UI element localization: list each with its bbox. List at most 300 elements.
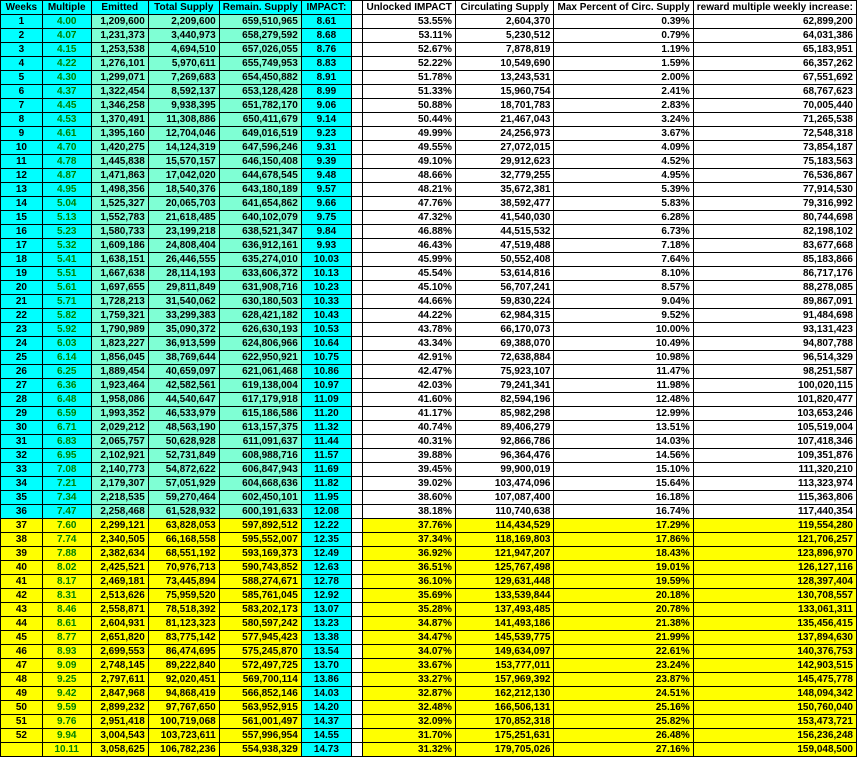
cell-max-percent-circ-supply[interactable]: 25.82% — [554, 715, 693, 729]
cell-multiple[interactable]: 6.48 — [42, 393, 91, 407]
cell-remain-supply[interactable]: 617,179,918 — [219, 393, 301, 407]
cell-unlocked-impact[interactable]: 37.34% — [363, 533, 455, 547]
cell-circulating-supply[interactable]: 69,388,070 — [455, 337, 554, 351]
cell-week[interactable]: 4 — [1, 57, 43, 71]
cell-reward-multiple-weekly-increase[interactable]: 115,363,806 — [693, 491, 856, 505]
cell-multiple[interactable]: 5.13 — [42, 211, 91, 225]
cell-circulating-supply[interactable]: 103,474,096 — [455, 477, 554, 491]
cell-week[interactable]: 51 — [1, 715, 43, 729]
cell-impact[interactable]: 11.32 — [301, 421, 351, 435]
cell-circulating-supply[interactable]: 32,779,255 — [455, 169, 554, 183]
cell-unlocked-impact[interactable]: 51.78% — [363, 71, 455, 85]
cell-total-supply[interactable]: 38,769,644 — [148, 351, 219, 365]
table-row[interactable] — [1, 267, 857, 281]
cell-reward-multiple-weekly-increase[interactable]: 142,903,515 — [693, 659, 856, 673]
cell-reward-multiple-weekly-increase[interactable]: 103,653,246 — [693, 407, 856, 421]
cell-max-percent-circ-supply[interactable]: 8.10% — [554, 267, 693, 281]
cell-total-supply[interactable]: 17,042,020 — [148, 169, 219, 183]
cell-week[interactable]: 24 — [1, 337, 43, 351]
cell-multiple[interactable]: 9.25 — [42, 673, 91, 687]
cell-multiple[interactable]: 6.36 — [42, 379, 91, 393]
cell-emitted[interactable]: 1,299,071 — [91, 71, 148, 85]
table-row[interactable] — [1, 239, 857, 253]
cell-max-percent-circ-supply[interactable]: 24.51% — [554, 687, 693, 701]
cell-remain-supply[interactable]: 651,782,170 — [219, 99, 301, 113]
cell-max-percent-circ-supply[interactable]: 2.41% — [554, 85, 693, 99]
cell-impact[interactable]: 14.55 — [301, 729, 351, 743]
cell-multiple[interactable]: 4.95 — [42, 183, 91, 197]
cell-impact[interactable]: 8.61 — [301, 15, 351, 29]
cell-impact[interactable]: 13.07 — [301, 603, 351, 617]
cell-reward-multiple-weekly-increase[interactable]: 140,376,753 — [693, 645, 856, 659]
cell-multiple[interactable]: 7.21 — [42, 477, 91, 491]
cell-impact[interactable]: 13.38 — [301, 631, 351, 645]
cell-reward-multiple-weekly-increase[interactable]: 105,519,004 — [693, 421, 856, 435]
table-row[interactable] — [1, 673, 857, 687]
cell-reward-multiple-weekly-increase[interactable]: 159,048,500 — [693, 743, 856, 757]
table-row[interactable] — [1, 337, 857, 351]
cell-total-supply[interactable]: 33,299,383 — [148, 309, 219, 323]
table-row[interactable] — [1, 421, 857, 435]
cell-week[interactable]: 33 — [1, 463, 43, 477]
cell-impact[interactable]: 14.37 — [301, 715, 351, 729]
cell-reward-multiple-weekly-increase[interactable]: 113,323,974 — [693, 477, 856, 491]
cell-reward-multiple-weekly-increase[interactable]: 72,548,318 — [693, 127, 856, 141]
cell-week[interactable]: 26 — [1, 365, 43, 379]
cell-emitted[interactable]: 1,759,321 — [91, 309, 148, 323]
table-row[interactable] — [1, 351, 857, 365]
cell-unlocked-impact[interactable]: 46.43% — [363, 239, 455, 253]
cell-emitted[interactable]: 3,058,625 — [91, 743, 148, 757]
table-row[interactable] — [1, 141, 857, 155]
cell-remain-supply[interactable]: 572,497,725 — [219, 659, 301, 673]
cell-unlocked-impact[interactable]: 42.03% — [363, 379, 455, 393]
cell-reward-multiple-weekly-increase[interactable]: 135,456,415 — [693, 617, 856, 631]
cell-emitted[interactable]: 1,728,213 — [91, 295, 148, 309]
cell-week[interactable]: 25 — [1, 351, 43, 365]
cell-remain-supply[interactable]: 608,988,716 — [219, 449, 301, 463]
cell-emitted[interactable]: 1,638,151 — [91, 253, 148, 267]
cell-multiple[interactable]: 6.59 — [42, 407, 91, 421]
table-row[interactable] — [1, 99, 857, 113]
table-row[interactable] — [1, 519, 857, 533]
cell-reward-multiple-weekly-increase[interactable]: 123,896,970 — [693, 547, 856, 561]
cell-impact[interactable]: 10.03 — [301, 253, 351, 267]
cell-emitted[interactable]: 2,102,921 — [91, 449, 148, 463]
cell-unlocked-impact[interactable]: 31.70% — [363, 729, 455, 743]
cell-impact[interactable]: 12.92 — [301, 589, 351, 603]
cell-circulating-supply[interactable]: 56,707,241 — [455, 281, 554, 295]
cell-emitted[interactable]: 1,471,863 — [91, 169, 148, 183]
cell-max-percent-circ-supply[interactable]: 20.78% — [554, 603, 693, 617]
cell-total-supply[interactable]: 44,540,647 — [148, 393, 219, 407]
cell-emitted[interactable]: 2,425,521 — [91, 561, 148, 575]
cell-emitted[interactable]: 1,697,655 — [91, 281, 148, 295]
cell-circulating-supply[interactable]: 35,672,381 — [455, 183, 554, 197]
cell-total-supply[interactable]: 97,767,650 — [148, 701, 219, 715]
cell-remain-supply[interactable]: 626,630,193 — [219, 323, 301, 337]
cell-remain-supply[interactable]: 563,952,915 — [219, 701, 301, 715]
cell-unlocked-impact[interactable]: 34.47% — [363, 631, 455, 645]
cell-max-percent-circ-supply[interactable]: 22.61% — [554, 645, 693, 659]
cell-multiple[interactable]: 7.47 — [42, 505, 91, 519]
cell-impact[interactable]: 9.23 — [301, 127, 351, 141]
cell-emitted[interactable]: 1,253,538 — [91, 43, 148, 57]
cell-multiple[interactable]: 9.09 — [42, 659, 91, 673]
cell-max-percent-circ-supply[interactable]: 10.98% — [554, 351, 693, 365]
cell-circulating-supply[interactable]: 129,631,448 — [455, 575, 554, 589]
cell-circulating-supply[interactable]: 53,614,816 — [455, 267, 554, 281]
cell-max-percent-circ-supply[interactable]: 13.51% — [554, 421, 693, 435]
cell-max-percent-circ-supply[interactable]: 4.09% — [554, 141, 693, 155]
cell-emitted[interactable]: 2,513,626 — [91, 589, 148, 603]
cell-unlocked-impact[interactable]: 42.47% — [363, 365, 455, 379]
cell-reward-multiple-weekly-increase[interactable]: 79,316,992 — [693, 197, 856, 211]
cell-max-percent-circ-supply[interactable]: 18.43% — [554, 547, 693, 561]
cell-max-percent-circ-supply[interactable]: 2.00% — [554, 71, 693, 85]
cell-circulating-supply[interactable]: 21,467,043 — [455, 113, 554, 127]
cell-total-supply[interactable]: 50,628,928 — [148, 435, 219, 449]
cell-multiple[interactable]: 5.32 — [42, 239, 91, 253]
cell-circulating-supply[interactable]: 66,170,073 — [455, 323, 554, 337]
cell-max-percent-circ-supply[interactable]: 10.00% — [554, 323, 693, 337]
cell-circulating-supply[interactable]: 15,960,754 — [455, 85, 554, 99]
cell-remain-supply[interactable]: 640,102,079 — [219, 211, 301, 225]
cell-max-percent-circ-supply[interactable]: 9.52% — [554, 309, 693, 323]
cell-circulating-supply[interactable]: 137,493,485 — [455, 603, 554, 617]
cell-total-supply[interactable]: 66,168,558 — [148, 533, 219, 547]
cell-multiple[interactable]: 5.71 — [42, 295, 91, 309]
cell-week[interactable]: 49 — [1, 687, 43, 701]
cell-impact[interactable]: 13.86 — [301, 673, 351, 687]
cell-circulating-supply[interactable]: 41,540,030 — [455, 211, 554, 225]
cell-emitted[interactable]: 2,299,121 — [91, 519, 148, 533]
table-row[interactable] — [1, 155, 857, 169]
cell-impact[interactable]: 8.76 — [301, 43, 351, 57]
cell-unlocked-impact[interactable]: 45.99% — [363, 253, 455, 267]
cell-reward-multiple-weekly-increase[interactable]: 109,351,876 — [693, 449, 856, 463]
cell-max-percent-circ-supply[interactable]: 23.87% — [554, 673, 693, 687]
cell-impact[interactable]: 11.20 — [301, 407, 351, 421]
cell-emitted[interactable]: 1,993,352 — [91, 407, 148, 421]
cell-impact[interactable]: 10.33 — [301, 295, 351, 309]
cell-emitted[interactable]: 2,797,611 — [91, 673, 148, 687]
cell-week[interactable]: 52 — [1, 729, 43, 743]
table-row[interactable] — [1, 43, 857, 57]
cell-circulating-supply[interactable]: 133,539,844 — [455, 589, 554, 603]
cell-impact[interactable]: 8.68 — [301, 29, 351, 43]
cell-multiple[interactable]: 4.15 — [42, 43, 91, 57]
cell-reward-multiple-weekly-increase[interactable]: 82,198,102 — [693, 225, 856, 239]
cell-impact[interactable]: 11.09 — [301, 393, 351, 407]
cell-impact[interactable]: 12.35 — [301, 533, 351, 547]
cell-unlocked-impact[interactable]: 39.02% — [363, 477, 455, 491]
cell-reward-multiple-weekly-increase[interactable]: 137,894,630 — [693, 631, 856, 645]
cell-unlocked-impact[interactable]: 52.22% — [363, 57, 455, 71]
cell-unlocked-impact[interactable]: 52.67% — [363, 43, 455, 57]
cell-total-supply[interactable]: 61,528,932 — [148, 505, 219, 519]
cell-impact[interactable]: 9.57 — [301, 183, 351, 197]
cell-week[interactable]: 3 — [1, 43, 43, 57]
cell-remain-supply[interactable]: 630,180,503 — [219, 295, 301, 309]
cell-circulating-supply[interactable]: 24,256,973 — [455, 127, 554, 141]
cell-unlocked-impact[interactable]: 37.76% — [363, 519, 455, 533]
table-row[interactable] — [1, 659, 857, 673]
cell-emitted[interactable]: 2,699,553 — [91, 645, 148, 659]
cell-circulating-supply[interactable]: 18,701,783 — [455, 99, 554, 113]
cell-week[interactable]: 7 — [1, 99, 43, 113]
cell-total-supply[interactable]: 59,270,464 — [148, 491, 219, 505]
cell-total-supply[interactable]: 42,582,561 — [148, 379, 219, 393]
cell-reward-multiple-weekly-increase[interactable]: 68,767,623 — [693, 85, 856, 99]
cell-impact[interactable]: 8.83 — [301, 57, 351, 71]
cell-unlocked-impact[interactable]: 53.55% — [363, 15, 455, 29]
table-row[interactable] — [1, 29, 857, 43]
cell-impact[interactable]: 12.78 — [301, 575, 351, 589]
cell-reward-multiple-weekly-increase[interactable]: 73,854,187 — [693, 141, 856, 155]
cell-reward-multiple-weekly-increase[interactable]: 100,020,115 — [693, 379, 856, 393]
cell-total-supply[interactable]: 12,704,046 — [148, 127, 219, 141]
cell-remain-supply[interactable]: 566,852,146 — [219, 687, 301, 701]
cell-week[interactable]: 48 — [1, 673, 43, 687]
cell-impact[interactable]: 11.57 — [301, 449, 351, 463]
cell-reward-multiple-weekly-increase[interactable]: 89,867,091 — [693, 295, 856, 309]
cell-emitted[interactable]: 2,558,871 — [91, 603, 148, 617]
table-row[interactable] — [1, 491, 857, 505]
table-row[interactable] — [1, 743, 857, 757]
cell-week[interactable]: 17 — [1, 239, 43, 253]
cell-max-percent-circ-supply[interactable]: 21.99% — [554, 631, 693, 645]
cell-impact[interactable]: 11.82 — [301, 477, 351, 491]
table-row[interactable] — [1, 533, 857, 547]
cell-total-supply[interactable]: 63,828,053 — [148, 519, 219, 533]
cell-total-supply[interactable]: 83,775,142 — [148, 631, 219, 645]
cell-total-supply[interactable]: 29,811,849 — [148, 281, 219, 295]
cell-total-supply[interactable]: 81,123,323 — [148, 617, 219, 631]
table-row[interactable] — [1, 127, 857, 141]
cell-remain-supply[interactable]: 659,510,965 — [219, 15, 301, 29]
cell-multiple[interactable]: 5.92 — [42, 323, 91, 337]
cell-reward-multiple-weekly-increase[interactable]: 93,131,423 — [693, 323, 856, 337]
cell-total-supply[interactable]: 3,440,973 — [148, 29, 219, 43]
cell-max-percent-circ-supply[interactable]: 2.83% — [554, 99, 693, 113]
cell-multiple[interactable]: 7.88 — [42, 547, 91, 561]
cell-impact[interactable]: 9.48 — [301, 169, 351, 183]
cell-impact[interactable]: 9.14 — [301, 113, 351, 127]
cell-multiple[interactable]: 4.22 — [42, 57, 91, 71]
cell-emitted[interactable]: 1,958,086 — [91, 393, 148, 407]
cell-unlocked-impact[interactable]: 33.27% — [363, 673, 455, 687]
cell-unlocked-impact[interactable]: 49.99% — [363, 127, 455, 141]
cell-max-percent-circ-supply[interactable]: 14.56% — [554, 449, 693, 463]
cell-max-percent-circ-supply[interactable]: 3.67% — [554, 127, 693, 141]
table-row[interactable] — [1, 687, 857, 701]
cell-remain-supply[interactable]: 597,892,512 — [219, 519, 301, 533]
cell-multiple[interactable]: 8.61 — [42, 617, 91, 631]
table-row[interactable] — [1, 281, 857, 295]
cell-multiple[interactable]: 8.31 — [42, 589, 91, 603]
cell-reward-multiple-weekly-increase[interactable]: 107,418,346 — [693, 435, 856, 449]
cell-remain-supply[interactable]: 650,411,679 — [219, 113, 301, 127]
cell-remain-supply[interactable]: 647,596,246 — [219, 141, 301, 155]
cell-total-supply[interactable]: 2,209,600 — [148, 15, 219, 29]
table-row[interactable] — [1, 463, 857, 477]
cell-emitted[interactable]: 2,651,820 — [91, 631, 148, 645]
table-row[interactable] — [1, 715, 857, 729]
cell-impact[interactable]: 14.73 — [301, 743, 351, 757]
cell-week[interactable]: 31 — [1, 435, 43, 449]
cell-unlocked-impact[interactable]: 39.45% — [363, 463, 455, 477]
cell-remain-supply[interactable]: 643,180,189 — [219, 183, 301, 197]
table-row[interactable] — [1, 729, 857, 743]
cell-week[interactable]: 6 — [1, 85, 43, 99]
cell-week[interactable]: 29 — [1, 407, 43, 421]
cell-multiple[interactable]: 9.94 — [42, 729, 91, 743]
cell-impact[interactable]: 11.69 — [301, 463, 351, 477]
cell-reward-multiple-weekly-increase[interactable]: 76,536,867 — [693, 169, 856, 183]
cell-remain-supply[interactable]: 613,157,375 — [219, 421, 301, 435]
cell-circulating-supply[interactable]: 125,767,498 — [455, 561, 554, 575]
table-row[interactable] — [1, 449, 857, 463]
cell-week[interactable]: 14 — [1, 197, 43, 211]
cell-total-supply[interactable]: 21,618,485 — [148, 211, 219, 225]
cell-circulating-supply[interactable]: 121,947,207 — [455, 547, 554, 561]
cell-circulating-supply[interactable]: 72,638,884 — [455, 351, 554, 365]
table-row[interactable] — [1, 15, 857, 29]
cell-remain-supply[interactable]: 583,202,173 — [219, 603, 301, 617]
table-row[interactable] — [1, 603, 857, 617]
cell-week[interactable]: 19 — [1, 267, 43, 281]
cell-multiple[interactable]: 5.51 — [42, 267, 91, 281]
cell-emitted[interactable]: 1,445,838 — [91, 155, 148, 169]
cell-reward-multiple-weekly-increase[interactable]: 65,183,951 — [693, 43, 856, 57]
table-row[interactable] — [1, 379, 857, 393]
cell-multiple[interactable]: 7.34 — [42, 491, 91, 505]
cell-unlocked-impact[interactable]: 51.33% — [363, 85, 455, 99]
table-row[interactable] — [1, 295, 857, 309]
cell-week[interactable]: 36 — [1, 505, 43, 519]
cell-emitted[interactable]: 1,580,733 — [91, 225, 148, 239]
cell-multiple[interactable]: 5.04 — [42, 197, 91, 211]
cell-circulating-supply[interactable]: 92,866,786 — [455, 435, 554, 449]
cell-emitted[interactable]: 2,604,931 — [91, 617, 148, 631]
cell-remain-supply[interactable]: 569,700,114 — [219, 673, 301, 687]
cell-total-supply[interactable]: 26,446,555 — [148, 253, 219, 267]
cell-total-supply[interactable]: 24,808,404 — [148, 239, 219, 253]
cell-multiple[interactable]: 4.45 — [42, 99, 91, 113]
table-row[interactable] — [1, 547, 857, 561]
cell-impact[interactable]: 10.64 — [301, 337, 351, 351]
cell-max-percent-circ-supply[interactable]: 3.24% — [554, 113, 693, 127]
cell-circulating-supply[interactable]: 29,912,623 — [455, 155, 554, 169]
cell-emitted[interactable]: 1,276,101 — [91, 57, 148, 71]
cell-reward-multiple-weekly-increase[interactable]: 119,554,280 — [693, 519, 856, 533]
cell-emitted[interactable]: 1,609,186 — [91, 239, 148, 253]
cell-max-percent-circ-supply[interactable]: 19.01% — [554, 561, 693, 575]
cell-total-supply[interactable]: 73,445,894 — [148, 575, 219, 589]
cell-emitted[interactable]: 2,179,307 — [91, 477, 148, 491]
cell-multiple[interactable]: 9.76 — [42, 715, 91, 729]
cell-emitted[interactable]: 2,951,418 — [91, 715, 148, 729]
cell-remain-supply[interactable]: 561,001,497 — [219, 715, 301, 729]
cell-multiple[interactable]: 9.42 — [42, 687, 91, 701]
cell-remain-supply[interactable]: 644,678,545 — [219, 169, 301, 183]
cell-emitted[interactable]: 1,231,373 — [91, 29, 148, 43]
cell-reward-multiple-weekly-increase[interactable]: 66,357,262 — [693, 57, 856, 71]
table-row[interactable] — [1, 505, 857, 519]
cell-multiple[interactable]: 8.17 — [42, 575, 91, 589]
cell-max-percent-circ-supply[interactable]: 26.48% — [554, 729, 693, 743]
cell-remain-supply[interactable]: 631,908,716 — [219, 281, 301, 295]
cell-circulating-supply[interactable]: 107,087,400 — [455, 491, 554, 505]
cell-total-supply[interactable]: 57,051,929 — [148, 477, 219, 491]
table-row[interactable] — [1, 631, 857, 645]
table-row[interactable] — [1, 225, 857, 239]
cell-total-supply[interactable]: 103,723,611 — [148, 729, 219, 743]
cell-circulating-supply[interactable]: 96,364,476 — [455, 449, 554, 463]
cell-max-percent-circ-supply[interactable]: 8.57% — [554, 281, 693, 295]
cell-emitted[interactable]: 1,322,454 — [91, 85, 148, 99]
cell-remain-supply[interactable]: 580,597,242 — [219, 617, 301, 631]
cell-impact[interactable]: 10.23 — [301, 281, 351, 295]
cell-max-percent-circ-supply[interactable]: 7.64% — [554, 253, 693, 267]
cell-multiple[interactable]: 6.71 — [42, 421, 91, 435]
cell-reward-multiple-weekly-increase[interactable]: 62,899,200 — [693, 15, 856, 29]
cell-multiple[interactable]: 6.25 — [42, 365, 91, 379]
cell-impact[interactable]: 12.22 — [301, 519, 351, 533]
cell-circulating-supply[interactable]: 118,169,803 — [455, 533, 554, 547]
cell-week[interactable]: 11 — [1, 155, 43, 169]
cell-total-supply[interactable]: 78,518,392 — [148, 603, 219, 617]
cell-emitted[interactable]: 2,748,145 — [91, 659, 148, 673]
cell-total-supply[interactable]: 15,570,157 — [148, 155, 219, 169]
cell-emitted[interactable]: 1,370,491 — [91, 113, 148, 127]
cell-week[interactable]: 47 — [1, 659, 43, 673]
cell-reward-multiple-weekly-increase[interactable]: 80,744,698 — [693, 211, 856, 225]
cell-reward-multiple-weekly-increase[interactable]: 77,914,530 — [693, 183, 856, 197]
cell-total-supply[interactable]: 40,659,097 — [148, 365, 219, 379]
cell-unlocked-impact[interactable]: 38.18% — [363, 505, 455, 519]
cell-impact[interactable]: 12.63 — [301, 561, 351, 575]
cell-max-percent-circ-supply[interactable]: 9.04% — [554, 295, 693, 309]
cell-impact[interactable]: 9.93 — [301, 239, 351, 253]
table-row[interactable] — [1, 407, 857, 421]
cell-multiple[interactable]: 4.30 — [42, 71, 91, 85]
cell-multiple[interactable]: 7.08 — [42, 463, 91, 477]
cell-week[interactable] — [1, 743, 43, 757]
cell-multiple[interactable]: 5.23 — [42, 225, 91, 239]
cell-remain-supply[interactable]: 628,421,182 — [219, 309, 301, 323]
table-row[interactable] — [1, 323, 857, 337]
cell-multiple[interactable]: 6.95 — [42, 449, 91, 463]
cell-emitted[interactable]: 1,209,600 — [91, 15, 148, 29]
cell-unlocked-impact[interactable]: 33.67% — [363, 659, 455, 673]
cell-max-percent-circ-supply[interactable]: 7.18% — [554, 239, 693, 253]
cell-max-percent-circ-supply[interactable]: 4.52% — [554, 155, 693, 169]
cell-reward-multiple-weekly-increase[interactable]: 121,706,257 — [693, 533, 856, 547]
table-row[interactable] — [1, 435, 857, 449]
cell-total-supply[interactable]: 89,222,840 — [148, 659, 219, 673]
cell-impact[interactable]: 10.86 — [301, 365, 351, 379]
cell-multiple[interactable]: 5.61 — [42, 281, 91, 295]
cell-impact[interactable]: 13.23 — [301, 617, 351, 631]
cell-reward-multiple-weekly-increase[interactable]: 130,708,557 — [693, 589, 856, 603]
cell-reward-multiple-weekly-increase[interactable]: 86,717,176 — [693, 267, 856, 281]
cell-multiple[interactable]: 8.02 — [42, 561, 91, 575]
cell-remain-supply[interactable]: 658,279,592 — [219, 29, 301, 43]
cell-week[interactable]: 15 — [1, 211, 43, 225]
cell-impact[interactable]: 10.53 — [301, 323, 351, 337]
